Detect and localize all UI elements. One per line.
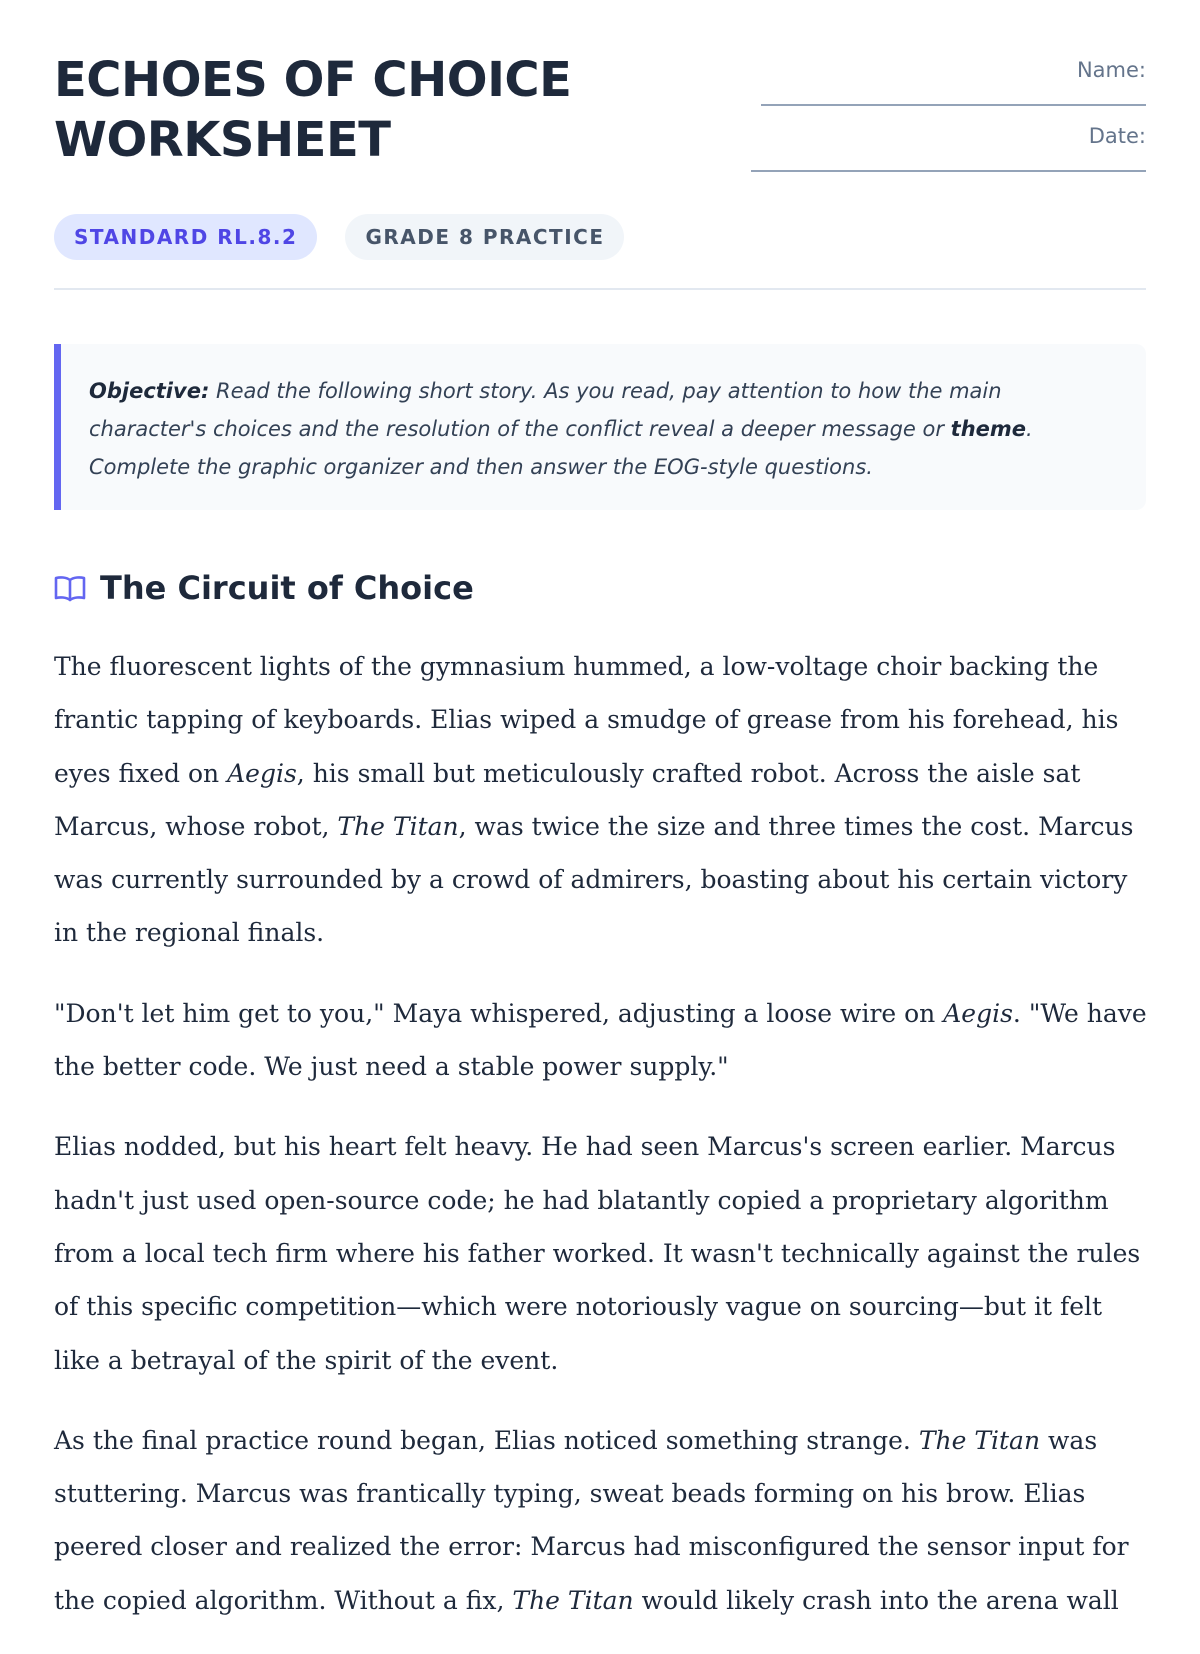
- story-heading: [54, 566, 474, 610]
- story-paragraph-4: As the final practice round began, Elias noticed something strange. The Titan was stuttering. Marcus was frantically typing, sweat beads forming on his brow. Elias peered closer and realized the error: Marcus had misconfigured the sensor input for the copied algorithm. Without a fix, The Titan would likely crash into the arena wall: [54, 1425, 1129, 1615]
- objective-emphasis: theme: [950, 417, 1027, 441]
- badge-row: [54, 214, 624, 260]
- worksheet-header: [54, 0, 1146, 290]
- story-paragraph-1: The fluorescent lights of the gymnasium hummed, a low-voltage choir backing the frantic tapping of keyboards. Elias wiped a smudge of grease from his forehead, his eyes fixed on Aegis, his small but meticulously crafted robot. Across the aisle sat Marcus, whose robot, The Titan, was twice the size and three times the cost. Marcus was currently surrounded by a crowd of admirers, boasting about his certain victory in the regional finals.: [54, 652, 1134, 948]
- title-line-1: ECHOES OF CHOICE: [54, 52, 572, 108]
- objective-label: Objective:: [89, 379, 210, 403]
- story-title: The Circuit of Choice: [100, 569, 474, 607]
- title-line-2: WORKSHEET: [54, 112, 391, 168]
- name-blank-line: [761, 104, 1146, 106]
- story-paragraph-3: Elias nodded, but his heart felt heavy. He had seen Marcus's screen earlier. Marcus hadn't just used open-source code; he had blatantly copied a proprietary algorithm from a local tech firm where his father worked. It wasn't technically against the rules of this specific competition—which were notoriously vague on sourcing—but it felt like a betrayal of the spirit of the event.: [54, 1132, 1141, 1375]
- header-divider: [54, 288, 1146, 290]
- objective-text: Read the following short story. As you read, pay attention to how the main character's choices and the resolution of the conflict reveal a deeper message or: [89, 379, 1002, 441]
- grade-badge: GRADE 8 PRACTICE: [345, 214, 624, 260]
- standard-badge: STANDARD RL.8.2: [54, 214, 317, 260]
- objective-text-end: . Complete the graphic organizer and then answer the EOG-style questions.: [89, 417, 1033, 479]
- student-info: [726, 54, 1146, 186]
- name-label: Name:: [1076, 58, 1146, 82]
- page-title: [54, 50, 571, 170]
- objective-callout: [54, 344, 1146, 510]
- story-paragraph-2: "Don't let him get to you," Maya whispered, adjusting a loose wire on Aegis. "We have the better code. We just need a stable power supply.": [54, 998, 1147, 1082]
- story-body: [54, 640, 1154, 1654]
- book-open-icon: [54, 574, 86, 602]
- name-field[interactable]: [726, 54, 1146, 120]
- date-blank-line: [751, 170, 1146, 172]
- date-label: Date:: [1088, 124, 1146, 148]
- worksheet-page: [54, 0, 1147, 1615]
- date-field[interactable]: [726, 120, 1146, 186]
